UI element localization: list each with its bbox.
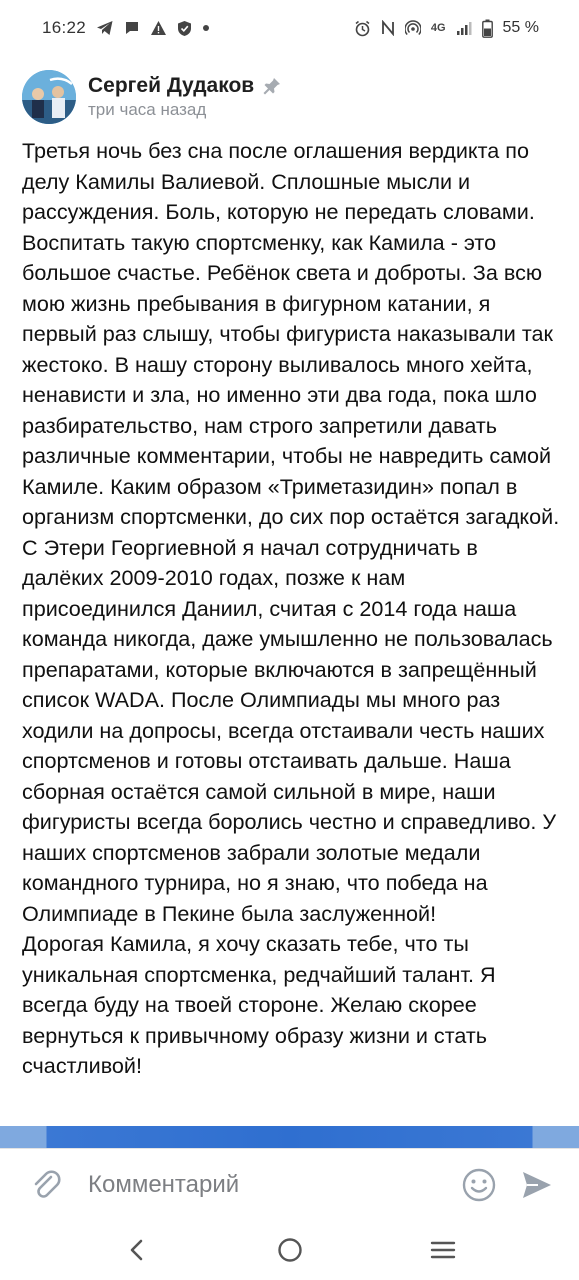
battery-icon: [482, 19, 493, 38]
warning-icon: [150, 20, 167, 36]
status-left: [42, 18, 210, 38]
post-paragraph: Дорогая Камила, я хочу сказать тебе, что ты уникальная спортсменка, редчайший талант. Я всегда буду на твоей стороне. Желаю скорее вернуться к привычному образу жизни и стать счастливой!: [22, 931, 502, 1078]
recents-icon[interactable]: [413, 1228, 473, 1272]
shield-icon: [177, 20, 192, 37]
status-time: 16:22: [42, 18, 87, 37]
post-time: три часа назад: [88, 100, 207, 119]
author-block: [88, 70, 282, 120]
attachment-preview[interactable]: [0, 1126, 579, 1148]
comment-input[interactable]: [88, 1165, 457, 1205]
chat-icon: [124, 20, 140, 36]
telegram-icon: [96, 20, 114, 36]
battery-percent: 55 %: [502, 19, 539, 36]
home-icon[interactable]: [260, 1228, 320, 1272]
paperclip-icon[interactable]: [24, 1163, 68, 1207]
network-label: 4G: [430, 22, 446, 34]
avatar[interactable]: [22, 70, 76, 124]
comment-bar: [0, 1148, 579, 1220]
status-bar: [0, 0, 579, 56]
status-right: [354, 19, 539, 38]
emoji-icon[interactable]: [457, 1163, 501, 1207]
author-name[interactable]: Сергей Дудаков: [88, 74, 255, 97]
nfc-icon: [381, 20, 395, 36]
author-line: [88, 74, 282, 98]
back-icon[interactable]: [107, 1228, 167, 1272]
hotspot-icon: [405, 20, 421, 36]
dot-icon: [202, 24, 210, 32]
alarm-icon: [354, 20, 371, 37]
signal-icon: [456, 20, 472, 36]
pin-icon: [262, 76, 282, 96]
post-body: [22, 136, 566, 1082]
post-header: [22, 70, 282, 124]
send-icon[interactable]: [515, 1163, 559, 1207]
navigation-bar: [0, 1220, 579, 1280]
post-paragraph: Третья ночь без сна после оглашения вердикта по делу Камилы Валиевой. Сплошные мысли и рассуждения. Боль, которую не передать словами. Воспитать такую спортсменку, как Камила - это большое счастье. Ребёнок света и доброты. За всю мою жизнь пребывания в фигурном катании, я первый раз слышу, чтобы фигуриста наказывали так жестоко. В нашу сторону выливалось много хейта, ненависти и зла, но именно эти два года, пока шло разбирательство, нам строго запретили давать различные комментарии, чтобы не навредить самой Камиле. Каким образом «Триметазидин» попал в организм спортсменки, до сих пор остаётся загадкой. С Этери Георгиевной я начал сотрудничать в далёких 2009-2010 годах, позже к нам присоединился Даниил, считая с 2014 года наша команда никогда, даже умышленно не пользовалась препаратами, которые включаются в запрещённый список WADA. После Олимпиады мы много раз ходили на допросы, всегда отстаивали честь наших спортсменов и готовы отстаивать дальше. Наша сборная остаётся самой сильной в мире, наши фигуристы всегда боролись честно и справедливо. У наших спортсменов забрали золотые медали командного турнира, но я знаю, что победа на Олимпиаде в Пекине была заслуженной!: [22, 138, 566, 926]
